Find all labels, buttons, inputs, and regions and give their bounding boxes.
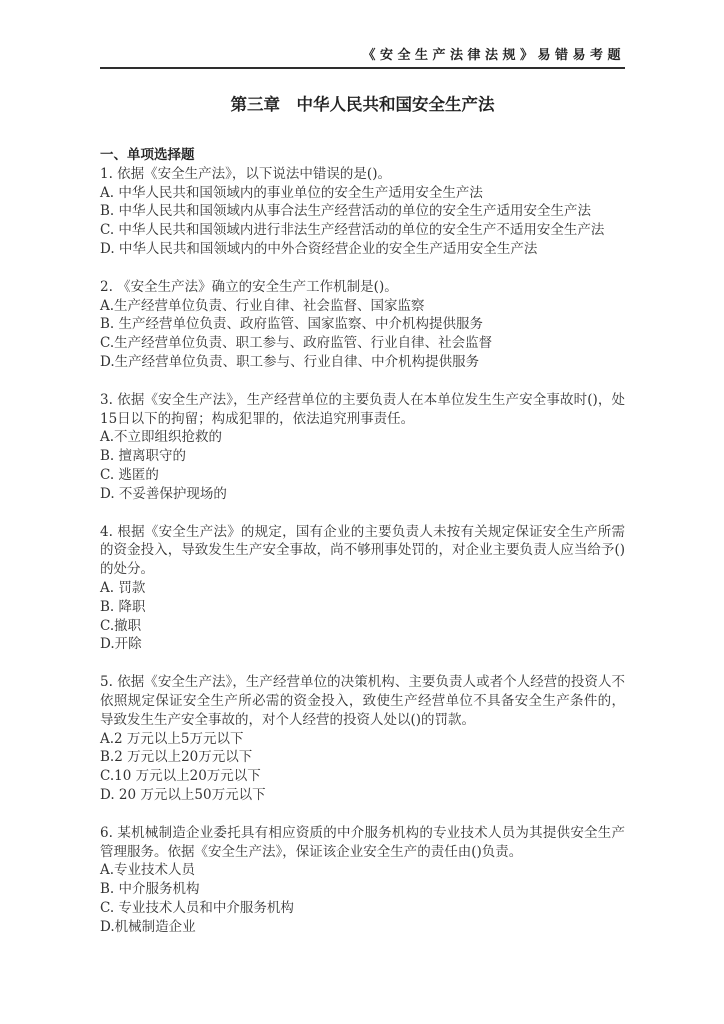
question-stem: 6. 某机械制造企业委托具有相应资质的中介服务机构的专业技术人员为其提供安全生产管理服务。依据《安全生产法》，保证该企业安全生产的责任由()负责。 xyxy=(100,824,625,860)
question-option: D. 不妥善保护现场的 xyxy=(100,485,227,502)
question-option: B. 降职 xyxy=(100,598,146,615)
question-option: B. 生产经营单位负责、政府监管、国家监察、中介机构提供服务 xyxy=(100,316,484,333)
question-option: A. 中华人民共和国领域内的事业单位的安全生产适用安全生产法 xyxy=(100,184,483,201)
question-option: D.生产经营单位负责、职工参与、行业自律、中介机构提供服务 xyxy=(100,353,480,370)
question-option: D. 20 万元以上50万元以下 xyxy=(100,786,266,803)
question-block xyxy=(100,391,625,504)
question-option: D.机械制造企业 xyxy=(100,918,196,935)
question-stem: 4. 根据《安全生产法》的规定，国有企业的主要负责人未按有关规定保证安全生产所需的资金投入，导致发生生产安全事故，尚不够刑事处罚的，对企业主要负责人应当给予()的处分。 xyxy=(100,523,625,578)
question-option: D.开除 xyxy=(100,636,142,653)
question-option: B.2 万元以上20万元以下 xyxy=(100,749,253,766)
question-option: C. 中华人民共和国领域内进行非法生产经营活动的单位的安全生产不适用安全生产法 xyxy=(100,222,605,239)
question-option: A. 罚款 xyxy=(100,579,146,596)
question-option: A.2 万元以上5万元以下 xyxy=(100,730,244,747)
question-block xyxy=(100,824,625,937)
question-option: B. 中介服务机构 xyxy=(100,881,200,898)
question-option: C.生产经营单位负责、职工参与、政府监管、行业自律、社会监督 xyxy=(100,335,493,352)
page-header xyxy=(100,44,625,69)
question-option: B. 中华人民共和国领域内从事合法生产经营活动的单位的安全生产适用安全生产法 xyxy=(100,203,592,220)
question-option: A.不立即组织抢救的 xyxy=(100,429,223,446)
question-stem: 2. 《安全生产法》确立的安全生产工作机制是()。 xyxy=(100,278,398,295)
section-heading: 一、单项选择题 xyxy=(100,147,195,163)
question-option: D. 中华人民共和国领域内的中外合资经营企业的安全生产适用安全生产法 xyxy=(100,240,538,257)
question-stem: 3. 依据《安全生产法》，生产经营单位的主要负责人在本单位发生生产安全事故时()，处15日以下的拘留；构成犯罪的，依法追究刑事责任。 xyxy=(100,391,625,427)
question-stem: 5. 依据《安全生产法》，生产经营单位的决策机构、主要负责人或者个人经营的投资人不依照规定保证安全生产所必需的资金投入，致使生产经营单位不具备安全生产条件的，导致发生生产安全事故的，对个人经营的投资人处以()的罚款。 xyxy=(100,674,625,728)
question-block xyxy=(100,673,625,805)
question-option: C. 专业技术人员和中介服务机构 xyxy=(100,899,294,916)
question-list xyxy=(100,165,625,937)
question-option: A.专业技术人员 xyxy=(100,862,196,879)
question-block xyxy=(100,278,625,372)
question-option: B. 擅离职守的 xyxy=(100,448,187,465)
question-option: C.10 万元以上20万元以下 xyxy=(100,768,261,785)
chapter-title: 第三章 中华人民共和国安全生产法 xyxy=(230,95,495,114)
question-stem: 1. 依据《安全生产法》，以下说法中错误的是()。 xyxy=(100,165,391,182)
question-option: C. 逃匿的 xyxy=(100,466,159,483)
question-option: A.生产经营单位负责、行业自律、社会监督、国家监察 xyxy=(100,297,425,314)
header-title: 《安全生产法律法规》易错易考题 xyxy=(362,48,625,63)
question-block xyxy=(100,523,625,655)
question-option: C.撤职 xyxy=(100,617,142,634)
question-block xyxy=(100,165,625,259)
